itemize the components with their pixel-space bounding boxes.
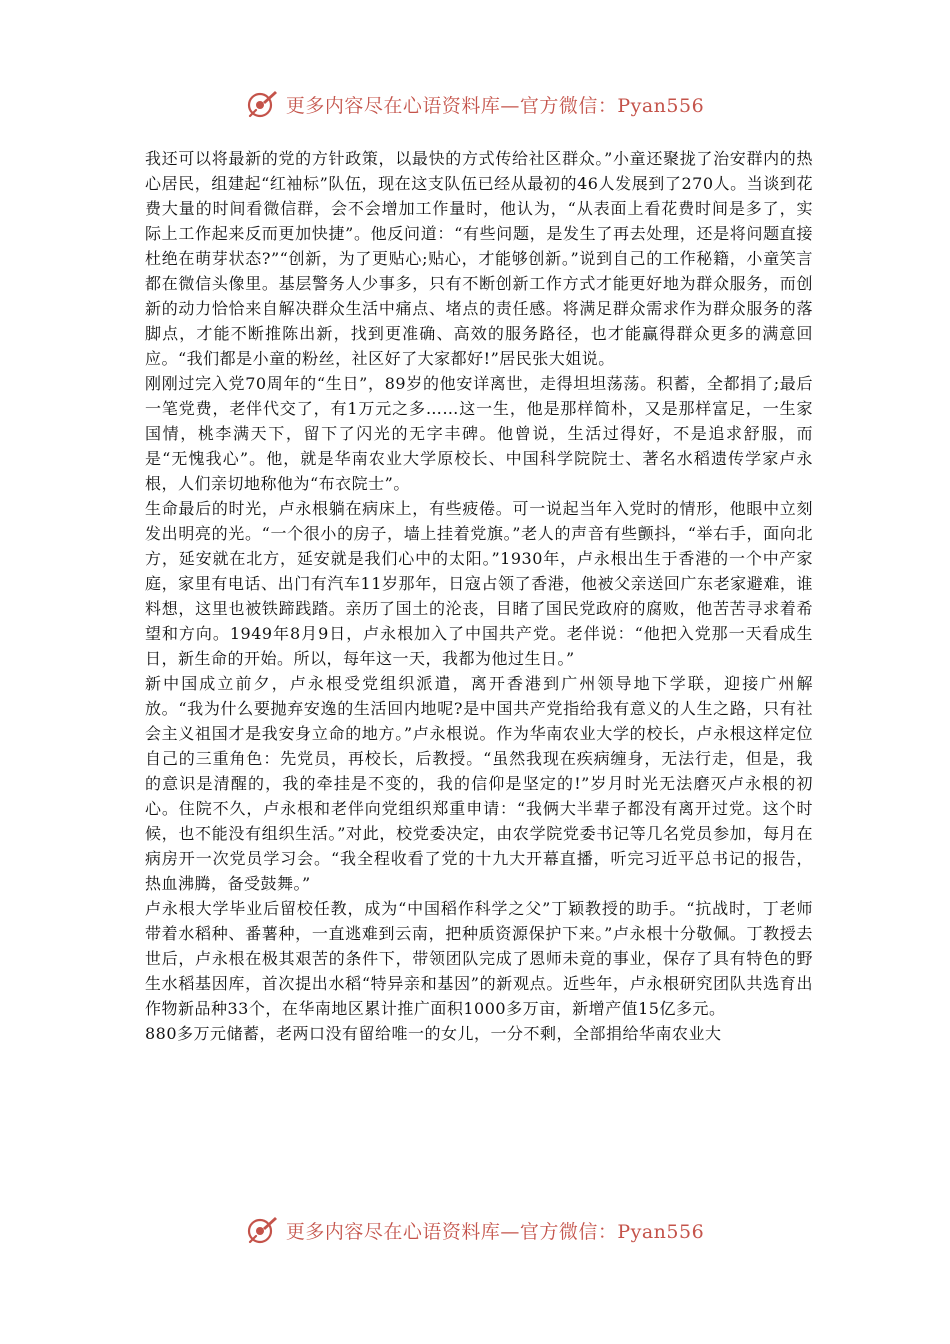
article-body — [145, 146, 813, 1196]
footer-banner — [0, 1210, 950, 1250]
paragraph: 我还可以将最新的党的方针政策，以最快的方式传给社区群众。”小童还聚拢了治安群内的热心居民，组建起“红袖标”队伍，现在这支队伍已经从最初的46人发展到了270人。当谈到花费大量的时间看微信群，会不会增加工作量时，他认为，“从表面上看花费时间是多了，实际上工作起来反而更加快捷”。他反问道：“有些问题，是发生了再去处理，还是将问题直接杜绝在萌芽状态?”“创新，为了更贴心;贴心，才能够创新。”说到自己的工作秘籍，小童笑言都在微信头像里。基层警务人少事多，只有不断创新工作方式才能更好地为群众服务，而创新的动力恰恰来自解决群众生活中痛点、堵点的责任感。将满足群众需求作为群众服务的落脚点，才能不断推陈出新，找到更准确、高效的服务路径，也才能赢得群众更多的满意回应。“我们都是小童的粉丝，社区好了大家都好!”居民张大姐说。 — [145, 149, 813, 368]
paragraph: 880多万元储蓄，老两口没有留给唯一的女儿，一分不剩，全部捐给华南农业大 — [145, 1024, 722, 1043]
paragraph: 卢永根大学毕业后留校任教，成为“中国稻作科学之父”丁颖教授的助手。“抗战时，丁老师带着水稻种、番薯种，一直逃难到云南，把种质资源保护下来。”卢永根十分敬佩。丁教授去世后，卢永根在极其艰苦的条件下，带领团队完成了恩师未竟的事业，保存了具有特色的野生水稻基因库，首次提出水稻“特异亲和基因”的新观点。近些年，卢永根研究团队共选育出作物新品种33个，在华南地区累计推广面积1000多万亩，新增产值15亿多元。 — [145, 899, 813, 1018]
pen-circle-logo-icon — [246, 88, 278, 120]
header-banner-text: 更多内容尽在心语资料库—官方微信：Pyan556 — [285, 94, 705, 117]
footer-banner-text: 更多内容尽在心语资料库—官方微信：Pyan556 — [285, 1220, 705, 1243]
pen-circle-logo-icon — [246, 1214, 278, 1246]
header-banner — [0, 84, 950, 124]
paragraph: 新中国成立前夕，卢永根受党组织派遣，离开香港到广州领导地下学联，迎接广州解放。“我为什么要抛弃安逸的生活回内地呢?是中国共产党指给我有意义的人生之路，只有社会主义祖国才是我安身立命的地方。”卢永根说。作为华南农业大学的校长，卢永根这样定位自己的三重角色：先党员，再校长，后教授。“虽然我现在疾病缠身，无法行走，但是，我的意识是清醒的，我的牵挂是不变的，我的信仰是坚定的!”岁月时光无法磨灭卢永根的初心。住院不久，卢永根和老伴向党组织郑重申请：“我俩大半辈子都没有离开过党。这个时候，也不能没有组织生活。”对此，校党委决定，由农学院党委书记等几名党员参加，每月在病房开一次党员学习会。“我全程收看了党的十九大开幕直播，听完习近平总书记的报告，热血沸腾，备受鼓舞。” — [145, 674, 813, 893]
paragraph: 生命最后的时光，卢永根躺在病床上，有些疲倦。可一说起当年入党时的情形，他眼中立刻发出明亮的光。“一个很小的房子，墙上挂着党旗。”老人的声音有些颤抖，“举右手，面向北方，延安就在北方，延安就是我们心中的太阳。”1930年，卢永根出生于香港的一个中产家庭，家里有电话、出门有汽车11岁那年，日寇占领了香港，他被父亲送回广东老家避难，谁料想，这里也被铁蹄践踏。亲历了国土的沦丧，目睹了国民党政府的腐败，他苦苦寻求着希望和方向。1949年8月9日，卢永根加入了中国共产党。老伴说：“他把入党那一天看成生日，新生命的开始。所以，每年这一天，我都为他过生日。” — [145, 499, 813, 668]
paragraph: 刚刚过完入党70周年的“生日”，89岁的他安详离世，走得坦坦荡荡。积蓄，全都捐了;最后一笔党费，老伴代交了，有1万元之多……这一生，他是那样简朴，又是那样富足，一生家国情，桃李满天下，留下了闪光的无字丰碑。他曾说，生活过得好，不是追求舒服，而是“无愧我心”。他，就是华南农业大学原校长、中国科学院院士、著名水稻遗传学家卢永根，人们亲切地称他为“布衣院士”。 — [145, 374, 813, 493]
